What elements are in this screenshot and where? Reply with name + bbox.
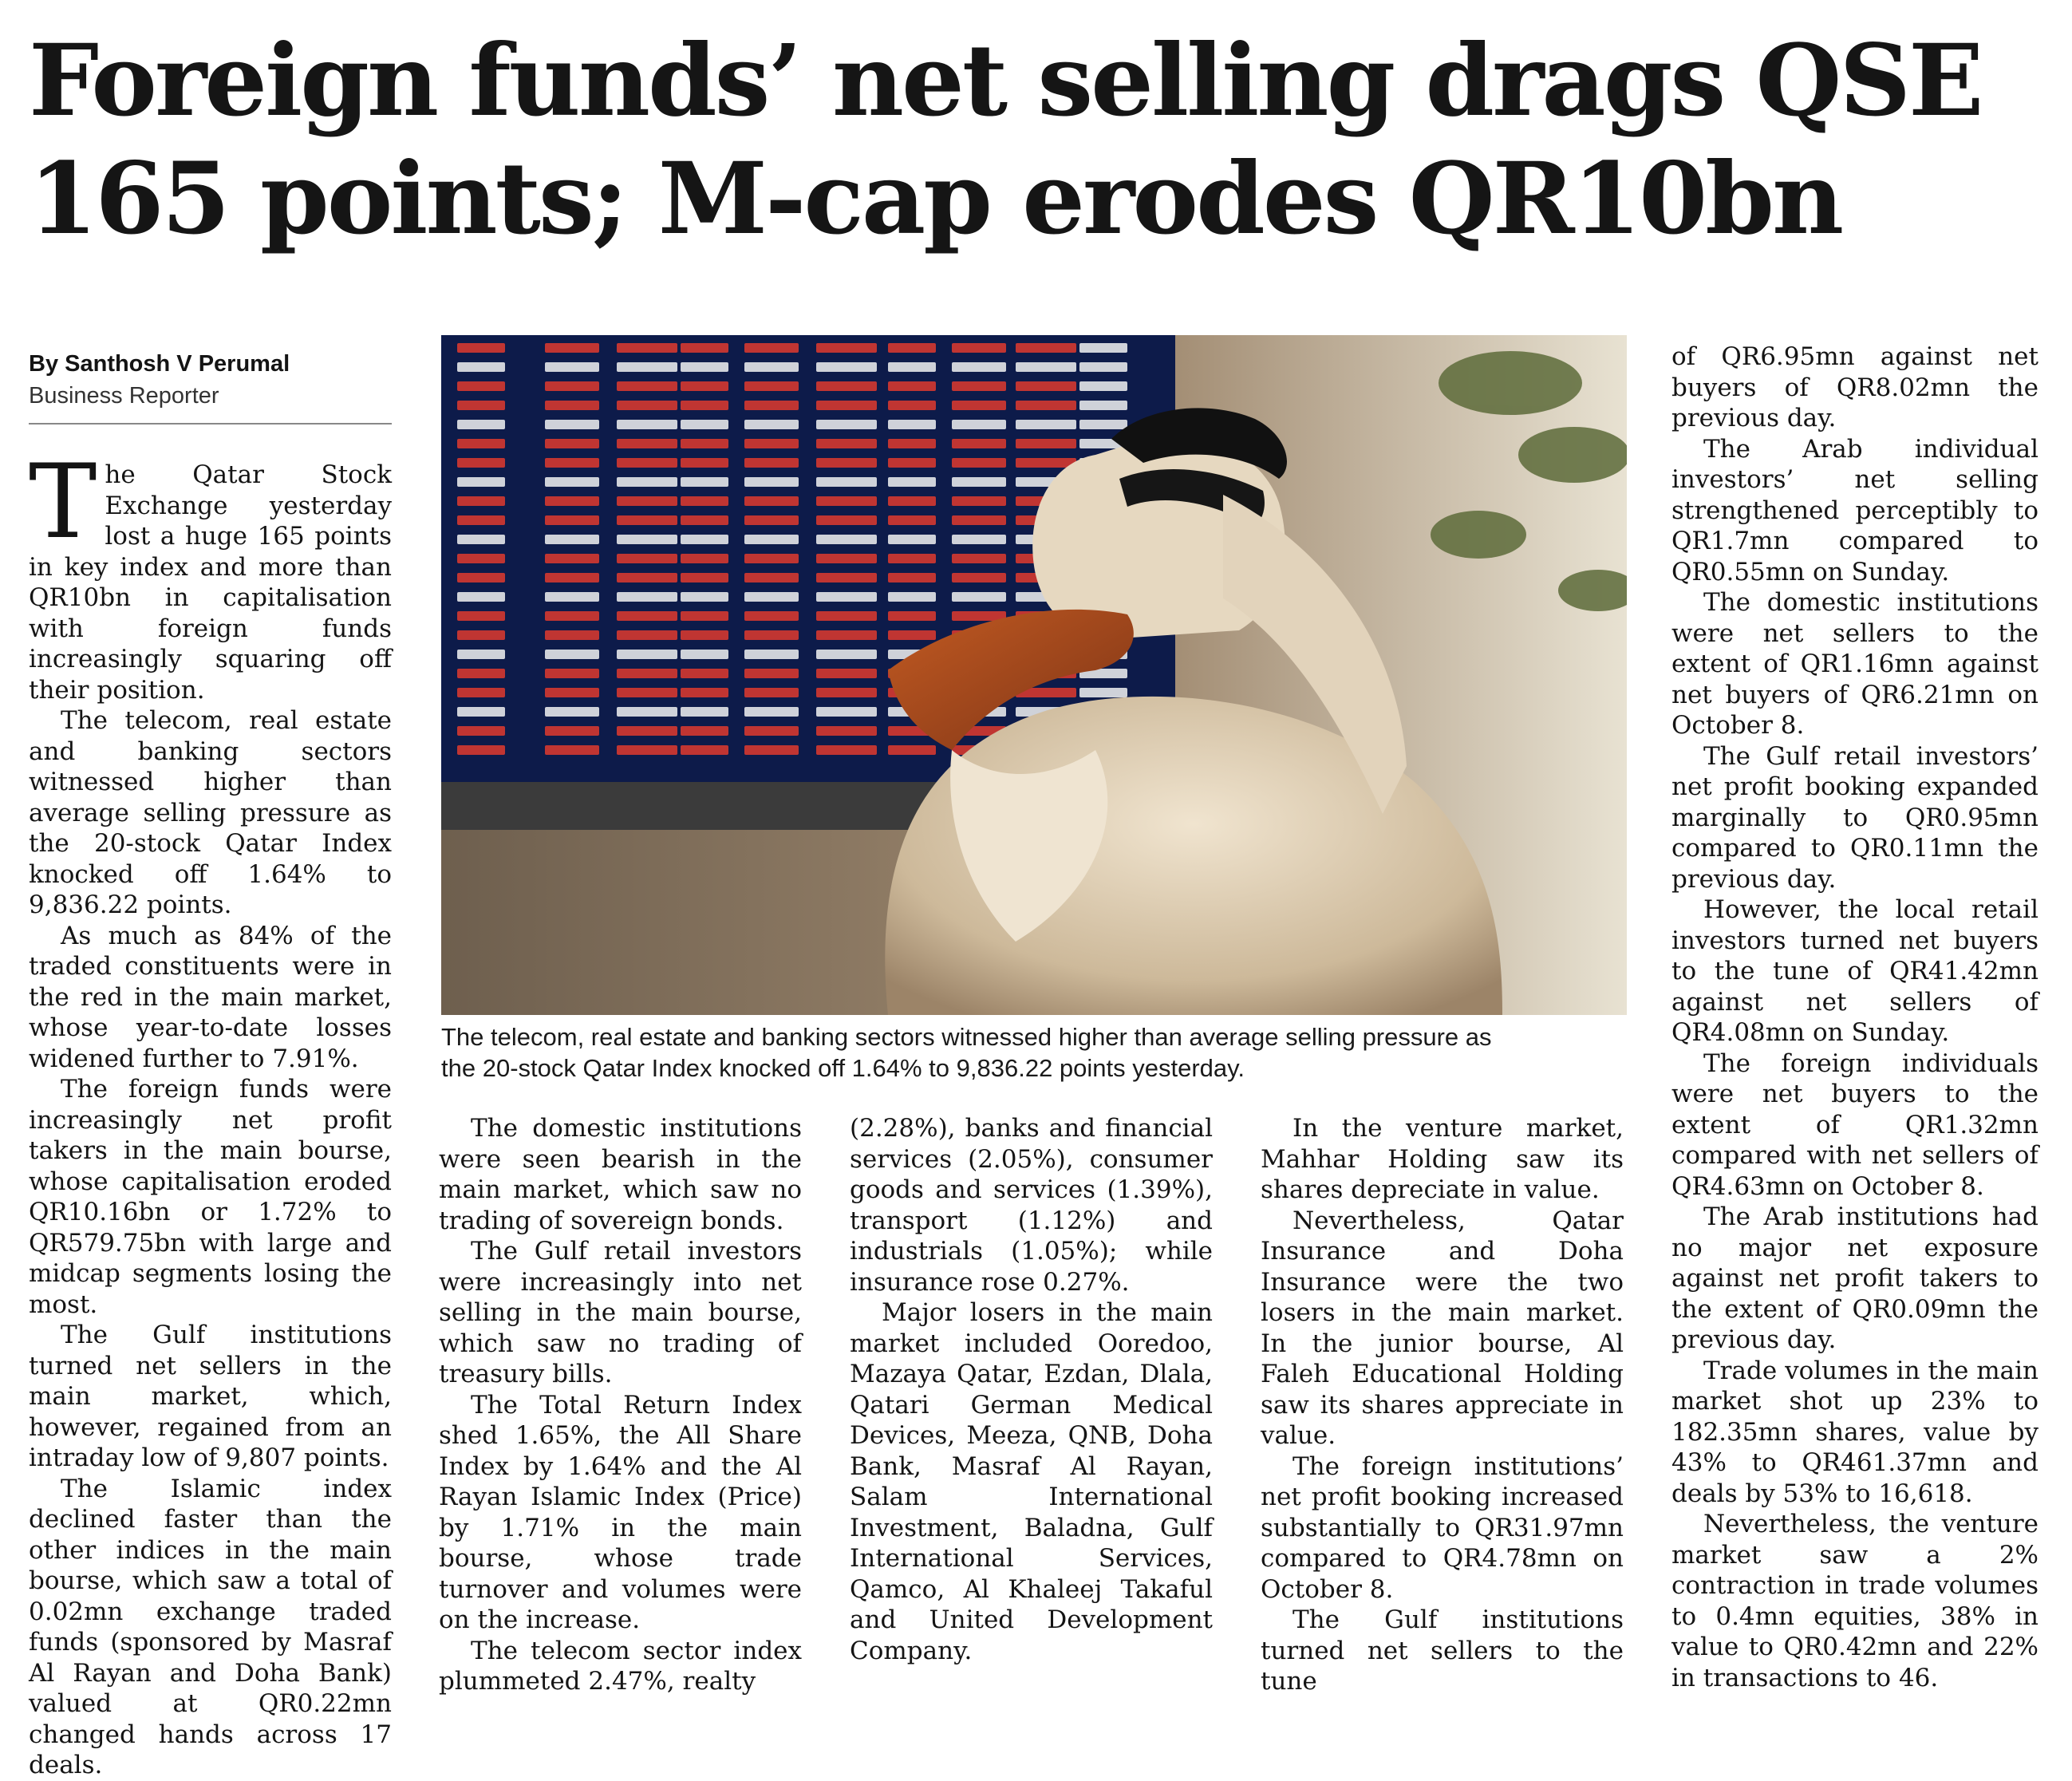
ticker-cell xyxy=(888,630,936,640)
ticker-cell xyxy=(457,592,505,602)
ticker-cell xyxy=(617,592,677,602)
ticker-cell xyxy=(617,688,677,697)
ticker-cell xyxy=(545,381,599,391)
article-column-2 xyxy=(439,1113,802,1697)
ticker-cell xyxy=(617,477,677,487)
ticker-cell xyxy=(888,515,936,525)
ticker-cell xyxy=(1079,420,1127,429)
paragraph: The domestic institutions were seen bearish in the main market, which saw no trading of sovereign bonds. xyxy=(439,1114,802,1235)
paragraph: Major losers in the main market included Ooredoo, Mazaya Qatar, Ezdan, Dlala, Qatari German Medical Devices, Meeza, QNB, Doha Bank, Masraf Al Rayan, Salam International Investment, Baladna, Gulf International Services, Qamco, Al Khaleej Takaful and United Development Company. xyxy=(850,1298,1213,1665)
ticker-cell xyxy=(888,343,936,353)
paragraph: The Arab individual investors’ net selling strengthened perceptibly to QR1.7mn compared to QR0.55mn on Sunday. xyxy=(1671,434,2038,586)
ticker-cell xyxy=(681,381,728,391)
ticker-cell xyxy=(816,726,877,736)
ticker-cell xyxy=(888,535,936,544)
ticker-cell xyxy=(457,439,505,448)
ticker-cell xyxy=(816,611,877,621)
ticker-cell xyxy=(952,458,1006,468)
ticker-cell xyxy=(1016,420,1076,429)
ticker-cell xyxy=(457,726,505,736)
paragraph: The Islamic index declined faster than the other indices in the main bourse, which saw a total of 0.02mn exchange traded funds (sponsored by Masraf Al Rayan and Doha Bank) valued at QR0.22mn changed hands across 17 deals. xyxy=(29,1474,392,1779)
ticker-cell xyxy=(681,745,728,755)
ticker-cell xyxy=(888,573,936,582)
ticker-cell xyxy=(457,343,505,353)
ticker-cell xyxy=(744,707,799,717)
ticker-cell xyxy=(816,745,877,755)
paragraph: Nevertheless, the venture market saw a 2% contraction in trade volumes to 0.4mn equities, 38% in value to QR0.42mn and 22% in transactions to 46. xyxy=(1671,1510,2038,1692)
ticker-cell xyxy=(457,496,505,506)
paragraph: The Arab institutions had no major net exposure against net profit takers to the extent of QR0.09mn the previous day. xyxy=(1671,1202,2038,1354)
ticker-cell xyxy=(681,611,728,621)
lead-text: he Qatar Stock Exchange yesterday lost a huge 165 points in key index and more than QR10bn in capitalisation with foreign funds increasingly squaring off their position. xyxy=(29,460,392,705)
ticker-cell xyxy=(1079,362,1127,372)
ticker-cell xyxy=(617,707,677,717)
ticker-cell xyxy=(617,535,677,544)
ticker-cell xyxy=(952,362,1006,372)
ticker-cell xyxy=(888,496,936,506)
ticker-cell xyxy=(681,496,728,506)
ticker-cell xyxy=(816,707,877,717)
ticker-cell xyxy=(888,611,936,621)
ticker-cell xyxy=(617,573,677,582)
ticker-cell xyxy=(816,515,877,525)
ticker-cell xyxy=(744,496,799,506)
ticker-cell xyxy=(457,650,505,659)
ticker-cell xyxy=(952,401,1006,410)
ticker-cell xyxy=(457,573,505,582)
ticker-cell xyxy=(545,343,599,353)
ticker-cell xyxy=(681,630,728,640)
ticker-cell xyxy=(545,688,599,697)
ticker-cell xyxy=(617,554,677,563)
ticker-cell xyxy=(545,362,599,372)
ticker-cell xyxy=(681,535,728,544)
ticker-cell xyxy=(617,669,677,678)
ticker-cell xyxy=(816,496,877,506)
photo-caption xyxy=(441,1021,1627,1084)
ticker-cell xyxy=(545,745,599,755)
ticker-cell xyxy=(681,554,728,563)
ticker-cell xyxy=(545,650,599,659)
ticker-cell xyxy=(1016,401,1076,410)
ticker-cell xyxy=(681,726,728,736)
ticker-cell xyxy=(952,381,1006,391)
paragraph: The foreign funds were increasingly net profit takers in the main bourse, whose capitalisation eroded QR10.16bn or 1.72% to QR579.75bn with large and midcap segments losing the most. xyxy=(29,1075,392,1319)
photo-illustration xyxy=(441,335,1627,1015)
ticker-cell xyxy=(545,669,599,678)
ticker-cell xyxy=(617,611,677,621)
ticker-cell xyxy=(545,458,599,468)
ticker-cell xyxy=(888,477,936,487)
ticker-cell xyxy=(617,420,677,429)
ticker-cell xyxy=(816,650,877,659)
paragraph: As much as 84% of the traded constituents were in the red in the main market, whose year-to-date losses widened further to 7.91%. xyxy=(29,921,392,1073)
ticker-cell xyxy=(617,458,677,468)
ticker-cell xyxy=(816,458,877,468)
ticker-cell xyxy=(816,688,877,697)
paragraph: Trade volumes in the main market shot up 23% to 182.35mn shares, value by 43% to QR461.37mn and deals by 53% to 16,618. xyxy=(1671,1356,2038,1508)
ticker-cell xyxy=(744,381,799,391)
caption-line-1: The telecom, real estate and banking sectors witnessed higher than average selling pressure as xyxy=(441,1023,1492,1051)
ticker-cell xyxy=(457,420,505,429)
paragraph: The Gulf retail investors’ net profit booking expanded marginally to QR0.95mn compared to QR0.11mn the previous day. xyxy=(1671,741,2038,894)
ticker-cell xyxy=(681,401,728,410)
paragraph: The Gulf institutions turned net sellers in the main market, which, however, regained from an intraday low of 9,807 points. xyxy=(29,1321,392,1472)
ticker-cell xyxy=(457,381,505,391)
ticker-cell xyxy=(617,381,677,391)
ticker-cell xyxy=(952,535,1006,544)
ticker-cell xyxy=(545,707,599,717)
ticker-cell xyxy=(1016,381,1076,391)
ticker-cell xyxy=(816,477,877,487)
ticker-cell xyxy=(617,745,677,755)
ticker-cell xyxy=(816,401,877,410)
ticker-cell xyxy=(545,515,599,525)
ticker-cell xyxy=(681,439,728,448)
ticker-cell xyxy=(545,611,599,621)
ticker-cell xyxy=(681,707,728,717)
ticker-cell xyxy=(545,573,599,582)
article-column-1 xyxy=(29,443,392,1781)
ticker-cell xyxy=(744,477,799,487)
ticker-cell xyxy=(617,496,677,506)
paragraph: The Total Return Index shed 1.65%, the All Share Index by 1.64% and the Al Rayan Islamic Index (Price) by 1.71% in the main bourse, whose trade turnover and volumes were on the increase. xyxy=(439,1390,802,1634)
ticker-cell xyxy=(1016,343,1076,353)
ticker-cell xyxy=(457,707,505,717)
author-name: By Santhosh V Perumal xyxy=(29,351,290,377)
ticker-cell xyxy=(681,650,728,659)
ticker-cell xyxy=(888,401,936,410)
ticker-cell xyxy=(545,592,599,602)
ticker-cell xyxy=(744,535,799,544)
ticker-cell xyxy=(681,477,728,487)
ticker-cell xyxy=(681,592,728,602)
paragraph: of QR6.95mn against net buyers of QR8.02mn the previous day. xyxy=(1671,342,2038,432)
author-role: Business Reporter xyxy=(29,383,219,409)
ticker-cell xyxy=(888,458,936,468)
ticker-cell xyxy=(457,630,505,640)
paragraph: The foreign individuals were net buyers to the extent of QR1.32mn compared with net sellers of QR4.63mn on October 8. xyxy=(1671,1048,2038,1201)
ticker-cell xyxy=(744,401,799,410)
ticker-cell xyxy=(816,420,877,429)
article-column-3 xyxy=(850,1113,1213,1666)
ticker-cell xyxy=(816,592,877,602)
ticker-cell xyxy=(681,688,728,697)
ticker-cell xyxy=(1079,343,1127,353)
ticker-cell xyxy=(681,362,728,372)
ticker-cell xyxy=(816,362,877,372)
ticker-cell xyxy=(545,726,599,736)
article-column-5 xyxy=(1671,342,2038,1693)
ticker-cell xyxy=(457,477,505,487)
paragraph: The domestic institutions were net sellers to the extent of QR1.16mn against net buyers of QR6.21mn on October 8. xyxy=(1671,588,2038,740)
ticker-cell xyxy=(744,458,799,468)
ticker-cell xyxy=(457,611,505,621)
paragraph: (2.28%), banks and financial services (2.05%), consumer goods and services (1.39%), transport (1.12%) and industrials (1.05%); while insurance rose 0.27%. xyxy=(850,1114,1213,1297)
ticker-cell xyxy=(1016,362,1076,372)
ticker-cell xyxy=(457,669,505,678)
headline-line-2: 165 points; M-cap erodes QR10bn xyxy=(29,141,1842,257)
ticker-cell xyxy=(744,439,799,448)
byline-divider xyxy=(29,423,392,425)
ticker-cell xyxy=(545,401,599,410)
ticker-cell xyxy=(952,343,1006,353)
ticker-cell xyxy=(816,381,877,391)
ticker-cell xyxy=(744,515,799,525)
ticker-cell xyxy=(681,669,728,678)
ticker-cell xyxy=(457,401,505,410)
headline-line-1: Foreign funds’ net selling drags QSE xyxy=(29,23,1982,139)
ticker-cell xyxy=(1016,439,1076,448)
ticker-cell xyxy=(888,420,936,429)
ticker-cell xyxy=(816,439,877,448)
ticker-cell xyxy=(744,669,799,678)
ticker-cell xyxy=(744,650,799,659)
ticker-cell xyxy=(457,458,505,468)
ticker-cell xyxy=(617,362,677,372)
ticker-cell xyxy=(545,630,599,640)
ticker-cell xyxy=(744,343,799,353)
ticker-cell xyxy=(1079,401,1127,410)
ticker-cell xyxy=(952,573,1006,582)
ticker-cell xyxy=(952,477,1006,487)
ticker-cell xyxy=(888,381,936,391)
ticker-cell xyxy=(545,554,599,563)
lead-paragraph xyxy=(29,443,392,705)
ticker-cell xyxy=(617,401,677,410)
paragraph: The Gulf institutions turned net sellers to the tune xyxy=(1261,1605,1624,1696)
ticker-cell xyxy=(545,477,599,487)
ticker-cell xyxy=(681,573,728,582)
ticker-cell xyxy=(816,554,877,563)
ticker-cell xyxy=(816,535,877,544)
ticker-cell xyxy=(744,611,799,621)
ticker-cell xyxy=(744,554,799,563)
ticker-cell xyxy=(888,439,936,448)
ticker-cell xyxy=(744,688,799,697)
ticker-cell xyxy=(1079,688,1127,697)
ticker-cell xyxy=(617,439,677,448)
article-column-4 xyxy=(1261,1113,1624,1697)
drop-cap: T xyxy=(29,443,97,562)
ticker-cell xyxy=(457,554,505,563)
ticker-cell xyxy=(744,726,799,736)
ticker-cell xyxy=(681,458,728,468)
ticker-cell xyxy=(888,745,936,755)
ticker-cell xyxy=(457,745,505,755)
ticker-cell xyxy=(952,554,1006,563)
ticker-cell xyxy=(952,496,1006,506)
ticker-cell xyxy=(545,439,599,448)
ticker-cell xyxy=(545,496,599,506)
ticker-cell xyxy=(617,343,677,353)
ticker-cell xyxy=(681,515,728,525)
ticker-cell xyxy=(617,726,677,736)
ticker-cell xyxy=(744,573,799,582)
paragraph: The telecom, real estate and banking sectors witnessed higher than average selling pressure as the 20-stock Qatar Index knocked off 1.64% to 9,836.22 points. xyxy=(29,706,392,919)
headline xyxy=(29,22,2047,259)
ticker-cell xyxy=(457,515,505,525)
ticker-cell xyxy=(952,439,1006,448)
ticker-cell xyxy=(744,420,799,429)
paragraph: The Gulf retail investors were increasingly into net selling in the main bourse, which saw no trading of treasury bills. xyxy=(439,1237,802,1388)
ticker-cell xyxy=(952,420,1006,429)
paragraph: The telecom sector index plummeted 2.47%, realty xyxy=(439,1636,802,1696)
ticker-cell xyxy=(888,592,936,602)
paragraph: However, the local retail investors turned net buyers to the tune of QR41.42mn against net sellers of QR4.08mn on Sunday. xyxy=(1671,895,2038,1047)
ticker-cell xyxy=(617,650,677,659)
paragraph: In the venture market, Mahhar Holding saw its shares depreciate in value. xyxy=(1261,1114,1624,1204)
ticker-cell xyxy=(952,515,1006,525)
trader-watching-stock-board-photo xyxy=(441,335,1627,1015)
ticker-cell xyxy=(744,630,799,640)
ticker-cell xyxy=(952,592,1006,602)
ticker-cell xyxy=(1016,458,1076,468)
ticker-cell xyxy=(816,343,877,353)
ticker-cell xyxy=(744,592,799,602)
ticker-cell xyxy=(617,515,677,525)
byline xyxy=(29,348,392,412)
ticker-cell xyxy=(681,343,728,353)
ticker-cell xyxy=(816,573,877,582)
ticker-cell xyxy=(744,362,799,372)
ticker-cell xyxy=(816,669,877,678)
ticker-cell xyxy=(681,420,728,429)
caption-line-2: the 20-stock Qatar Index knocked off 1.64% to 9,836.22 points yesterday. xyxy=(441,1054,1245,1082)
paragraph: The foreign institutions’ net profit booking increased substantially to QR31.97mn compared to QR4.78mn on October 8. xyxy=(1261,1451,1624,1604)
ticker-cell xyxy=(457,688,505,697)
ticker-cell xyxy=(457,535,505,544)
ticker-cell xyxy=(1079,381,1127,391)
ticker-cell xyxy=(888,362,936,372)
ticker-cell xyxy=(457,362,505,372)
ticker-cell xyxy=(545,420,599,429)
ticker-cell xyxy=(816,630,877,640)
ticker-cell xyxy=(545,535,599,544)
ticker-cell xyxy=(617,630,677,640)
ticker-cell xyxy=(744,745,799,755)
ticker-cell xyxy=(888,554,936,563)
paragraph: Nevertheless, Qatar Insurance and Doha Insurance were the two losers in the main market. In the junior bourse, Al Faleh Educational Holding saw its shares appreciate in value. xyxy=(1261,1206,1624,1450)
